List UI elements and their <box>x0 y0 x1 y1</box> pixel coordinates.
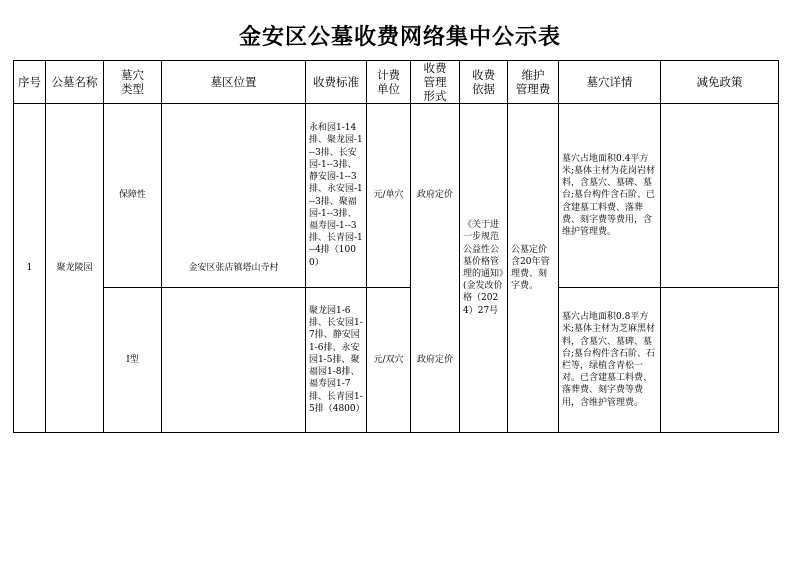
row-cemetery-name: 聚龙陵园 <box>56 262 93 273</box>
row-location: 金安区张店镇塔山寺村 <box>188 262 279 273</box>
header-grave-type: 墓穴 类型 <box>121 68 144 96</box>
fee-standard-text: 永和园1-14排、聚龙园-1--3排、长安园-1--3排、静安园-1--3排、永安园-1--3排、聚福园-1--3排、福寿园-1--3排、长青园-1--4排（1000） <box>309 123 363 268</box>
subrow-grave-detail <box>559 104 660 287</box>
grave-detail-text: 墓穴占地面积0.8平方米;墓体主材为芝麻黑材料，含墓穴、墓碑、墓台;墓台构件含石阶、石栏等，绿植含青松一对。已含建墓工料费、落葬费、刻字费等费用，含维护管理费。 <box>562 312 656 408</box>
header-location: 墓区位置 <box>210 75 257 89</box>
header-fee-standard: 收费标准 <box>313 75 359 89</box>
subrow-fee-standard <box>306 288 366 432</box>
header-cemetery-name: 公墓名称 <box>51 75 98 89</box>
header-billing-unit: 计费 单位 <box>377 68 400 96</box>
grave-detail-text: 墓穴占地面积0.4平方米;墓体主材为花岗岩材料，含墓穴、墓碑、墓台;墓台构件含石阶、已含建墓工料费、落葬费、刻字费等费用，含维护管理费。 <box>562 153 656 237</box>
header-fee-basis: 收费 依据 <box>472 68 495 96</box>
header-management-form: 收费 管理 形式 <box>423 61 447 103</box>
fee-basis-text: 《关于进一步规范公益性公墓价格管理的通知》(金发改价格（2024）27号 <box>463 220 504 316</box>
subrow-reduction-policy <box>661 104 778 287</box>
maintenance-fee-text: 公墓定价含20年管理费、刻字费。 <box>511 244 550 292</box>
subrow-billing-unit: 元/双穴 <box>373 354 404 365</box>
fee-standard-text: 聚龙园1-6排、长安园1-7排、静安园1-6排、永安园1-5排、聚福园1-8排、福寿园1-7排、长青园1-5排（4800） <box>309 306 365 414</box>
subrow-reduction-policy <box>661 288 778 432</box>
subrow-management-form: 政府定价 <box>416 354 453 365</box>
header-grave-detail: 墓穴详情 <box>586 75 633 89</box>
row-fee-basis <box>460 104 507 432</box>
subrow-grave-detail <box>559 288 660 432</box>
fee-table <box>13 60 779 433</box>
subrow-management-form: 政府定价 <box>416 190 453 201</box>
subrow-billing-unit: 元/单穴 <box>373 190 404 201</box>
subrow-grave-type: Ⅰ型 <box>126 354 139 365</box>
row-maintenance-fee <box>508 104 558 432</box>
page-title: 金安区公墓收费网络集中公示表 <box>238 25 561 50</box>
header-seq: 序号 <box>18 75 41 89</box>
subrow-fee-standard <box>306 104 366 287</box>
header-maintenance-fee: 维护 管理费 <box>515 68 551 96</box>
subrow-grave-type: 保障性 <box>118 190 146 201</box>
header-reduction-policy: 减免政策 <box>696 75 743 89</box>
row-seq: 1 <box>26 262 33 273</box>
